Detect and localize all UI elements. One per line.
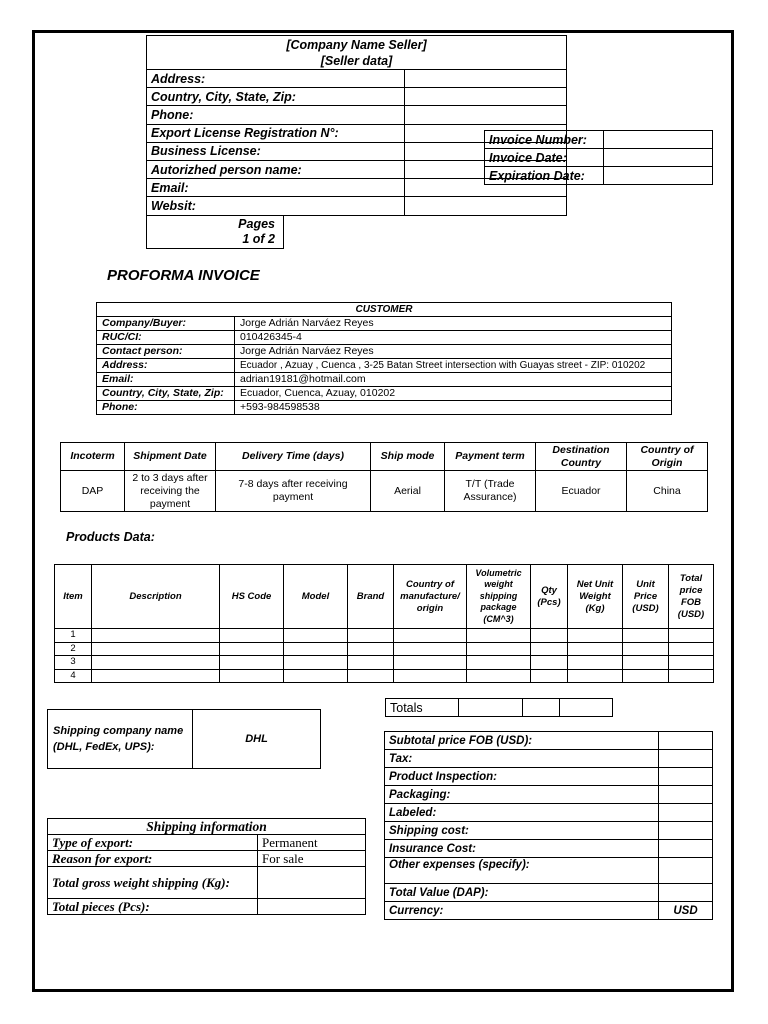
seller-header-cell (147, 36, 567, 70)
customer-value: Jorge Adrián Narváez Reyes (235, 345, 672, 359)
invoice-table (484, 130, 713, 185)
products-header: Brand (348, 565, 394, 629)
document-title: PROFORMA INVOICE (107, 267, 260, 284)
summary-label: Shipping cost: (385, 822, 659, 840)
seller-field-value[interactable] (405, 70, 567, 88)
shipping-info-value: Permanent (258, 835, 366, 851)
summary-value[interactable] (659, 884, 713, 902)
expiration-date-value[interactable] (604, 167, 713, 185)
product-row[interactable] (55, 629, 714, 643)
pages-box (146, 215, 284, 249)
seller-field-value[interactable] (405, 88, 567, 106)
seller-field-label: Address: (147, 70, 343, 88)
summary-label: Subtotal price FOB (USD): (385, 732, 659, 750)
pages-value: 1 of 2 (242, 232, 275, 246)
customer-value: 010426345-4 (235, 331, 672, 345)
terms-header: Destination Country (536, 443, 627, 471)
seller-company-name: [Company Name Seller] (286, 37, 427, 52)
summary-value[interactable] (659, 786, 713, 804)
currency-value: USD (659, 902, 713, 920)
terms-header: Shipment Date (125, 443, 216, 471)
products-header: Total price FOB (USD) (669, 565, 714, 629)
terms-header: Incoterm (61, 443, 125, 471)
summary-value[interactable] (659, 732, 713, 750)
invoice-date-value[interactable] (604, 149, 713, 167)
seller-field-label: Autorizhed person name: (147, 160, 343, 178)
summary-value[interactable] (659, 768, 713, 786)
shipping-company-label: Shipping company name (DHL, FedEx, UPS): (48, 710, 193, 769)
product-item-number: 1 (55, 629, 92, 643)
summary-value[interactable] (659, 822, 713, 840)
customer-label: Company/Buyer: (97, 317, 235, 331)
seller-data-label: [Seller data] (320, 53, 393, 68)
customer-label: Phone: (97, 401, 235, 415)
totals-cell (560, 699, 613, 717)
seller-field-label: Export License Registration N°: (147, 124, 343, 142)
invoice-date-label: Invoice Date: (485, 149, 604, 167)
shipping-info-value[interactable] (258, 899, 366, 915)
product-row[interactable] (55, 642, 714, 656)
terms-value: 2 to 3 days after receiving the payment (125, 471, 216, 512)
summary-label: Tax: (385, 750, 659, 768)
seller-field-label: Country, City, State, Zip: (147, 88, 343, 106)
summary-value[interactable] (659, 858, 713, 884)
summary-table (384, 731, 713, 920)
totals-label: Totals (386, 699, 459, 717)
products-title: Products Data: (66, 530, 155, 544)
products-header: Unit Price (USD) (623, 565, 669, 629)
terms-value: T/T (Trade Assurance) (445, 471, 536, 512)
customer-value: +593-984598538 (235, 401, 672, 415)
products-header: HS Code (220, 565, 284, 629)
products-header: Description (92, 565, 220, 629)
products-header: Net Unit Weight (Kg) (568, 565, 623, 629)
shipping-info-label: Type of export: (48, 835, 258, 851)
customer-value: Jorge Adrián Narváez Reyes (235, 317, 672, 331)
products-header: Item (55, 565, 92, 629)
shipping-info-label: Total pieces (Pcs): (48, 899, 258, 915)
customer-label: RUC/CI: (97, 331, 235, 345)
seller-field-label: Websit: (147, 197, 343, 215)
invoice-number-value[interactable] (604, 131, 713, 149)
product-item-number: 4 (55, 669, 92, 683)
summary-label: Packaging: (385, 786, 659, 804)
products-header: Model (284, 565, 348, 629)
totals-cell (523, 699, 560, 717)
customer-label: Address: (97, 359, 235, 373)
customer-label: Contact person: (97, 345, 235, 359)
customer-value: Ecuador, Cuenca, Azuay, 010202 (235, 387, 672, 401)
terms-table (60, 442, 708, 512)
product-row[interactable] (55, 669, 714, 683)
invoice-number-label: Invoice Number: (485, 131, 604, 149)
terms-header: Country of Origin (627, 443, 708, 471)
summary-label: Labeled: (385, 804, 659, 822)
terms-header: Ship mode (371, 443, 445, 471)
shipping-company-value: DHL (193, 710, 321, 769)
seller-field-value[interactable] (405, 106, 567, 124)
customer-value: Ecuador , Azuay , Cuenca , 3-25 Batan Street intersection with Guayas street - ZIP: 010202 (235, 359, 672, 373)
seller-field-value[interactable] (405, 197, 567, 215)
products-header: Qty (Pcs) (531, 565, 568, 629)
seller-field-label: Email: (147, 179, 343, 197)
products-table (54, 564, 714, 683)
product-item-number: 3 (55, 656, 92, 670)
summary-label: Insurance Cost: (385, 840, 659, 858)
summary-label: Product Inspection: (385, 768, 659, 786)
terms-value: DAP (61, 471, 125, 512)
customer-header: CUSTOMER (97, 303, 672, 317)
shipping-info-label: Reason for export: (48, 851, 258, 867)
summary-label: Total Value (DAP): (385, 884, 659, 902)
expiration-date-label: Expiration Date: (485, 167, 604, 185)
customer-label: Country, City, State, Zip: (97, 387, 235, 401)
terms-value: Ecuador (536, 471, 627, 512)
seller-field-label: Business License: (147, 142, 343, 160)
summary-value[interactable] (659, 840, 713, 858)
shipping-info-header: Shipping information (48, 819, 366, 835)
shipping-info-table (47, 818, 366, 915)
shipping-info-label: Total gross weight shipping (Kg): (48, 867, 258, 899)
shipping-info-value: For sale (258, 851, 366, 867)
totals-cell (459, 699, 523, 717)
product-item-number: 2 (55, 642, 92, 656)
customer-label: Email: (97, 373, 235, 387)
summary-value[interactable] (659, 804, 713, 822)
terms-header: Payment term (445, 443, 536, 471)
seller-table (146, 35, 567, 216)
product-row[interactable] (55, 656, 714, 670)
terms-value: 7-8 days after receiving payment (216, 471, 371, 512)
terms-header: Delivery Time (days) (216, 443, 371, 471)
terms-value: Aerial (371, 471, 445, 512)
products-header: Country of manufacture/ origin (394, 565, 467, 629)
customer-value: adrian19181@hotmail.com (235, 373, 672, 387)
terms-value: China (627, 471, 708, 512)
products-header: Volumetric weight shipping package (CM^3) (467, 565, 531, 629)
summary-label: Other expenses (specify): (385, 858, 659, 884)
totals-table (385, 698, 613, 717)
customer-table (96, 302, 672, 415)
pages-label: Pages (238, 217, 275, 231)
shipping-company-table (47, 709, 321, 769)
seller-field-label: Phone: (147, 106, 343, 124)
summary-label: Currency: (385, 902, 659, 920)
shipping-info-value[interactable] (258, 867, 366, 899)
summary-value[interactable] (659, 750, 713, 768)
